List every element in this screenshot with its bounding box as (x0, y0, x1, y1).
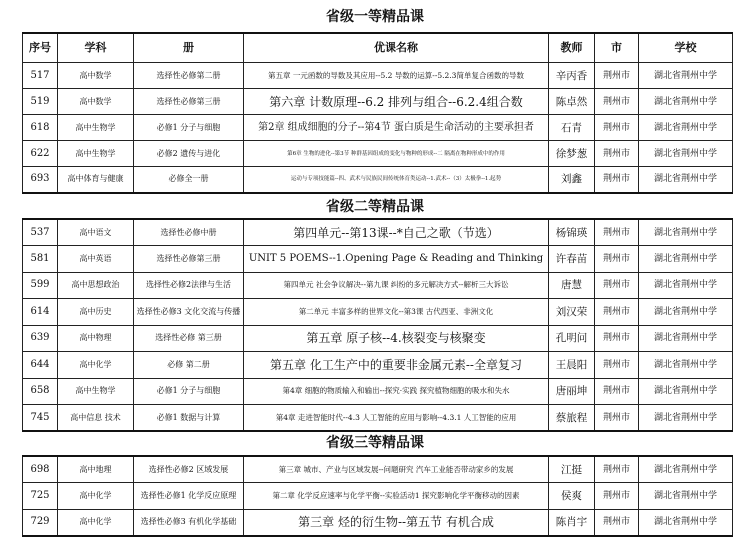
section-title: 省级一等精品课 (326, 9, 424, 25)
table-row (23, 141, 733, 167)
row-teacher: 江挺 (549, 456, 595, 483)
row-course-name: 第4章 走进智能时代--4.3 人工智能的应用与影响--4.3.1 人工智能的应用 (244, 405, 549, 432)
row-city: 荆州市 (595, 483, 639, 510)
row-course-name: 第2章 组成细胞的分子--第4节 蛋白质是生命活动的主要承担者 (244, 115, 549, 141)
row-course-name: 第四单元 社会争议解决--第九课 纠纷的多元解决方式--解析三大诉讼 (244, 272, 549, 299)
row-teacher: 许春苗 (549, 246, 595, 273)
row-course-name: 第6章 生物的进化--第3节 种群基因组成的变化与物种的形成--二 隔离在物种形成中的作用 (244, 141, 549, 167)
row-course-name: 第三章 城市、产业与区域发展--问题研究 汽车工业能否带动家乡的发展 (244, 456, 549, 483)
row-id: 729 (23, 509, 58, 536)
table-row (23, 405, 733, 432)
table-row (23, 167, 733, 193)
row-subject: 高中数学 (58, 63, 134, 89)
table-row (23, 246, 733, 273)
table-row (23, 299, 733, 326)
row-school: 湖北省荆州中学 (639, 405, 733, 432)
row-subject: 高中生物学 (58, 115, 134, 141)
table-row (23, 483, 733, 510)
row-teacher: 陈肖宇 (549, 509, 595, 536)
row-course-name: 第二章 化学反应速率与化学平衡--实验活动1 探究影响化学平衡移动的因素 (244, 483, 549, 510)
row-city: 荆州市 (595, 115, 639, 141)
section-table (22, 218, 733, 432)
table-row (23, 456, 733, 483)
row-teacher: 唐慧 (549, 272, 595, 299)
row-city: 荆州市 (595, 299, 639, 326)
row-book: 选择性必修3 有机化学基础 (134, 509, 244, 536)
row-course-name: 第五章 化工生产中的重要非金属元素--全章复习 (244, 352, 549, 379)
row-id: 644 (23, 352, 58, 379)
row-teacher: 徐梦葱 (549, 141, 595, 167)
row-id: 581 (23, 246, 58, 273)
row-teacher: 杨锦瑛 (549, 219, 595, 246)
row-id: 745 (23, 405, 58, 432)
row-teacher: 陈卓然 (549, 89, 595, 115)
row-city: 荆州市 (595, 246, 639, 273)
row-teacher: 孔明问 (549, 325, 595, 352)
row-city: 荆州市 (595, 405, 639, 432)
table-row (23, 352, 733, 379)
row-id: 614 (23, 299, 58, 326)
row-course-name: 第五章 一元函数的导数及其应用--5.2 导数的运算--5.2.3简单复合函数的导数 (244, 63, 549, 89)
table-row (23, 63, 733, 89)
row-subject: 高中英语 (58, 246, 134, 273)
row-teacher: 侯爽 (549, 483, 595, 510)
row-book: 选择性必修 第三册 (134, 325, 244, 352)
row-book: 选择性必修中册 (134, 219, 244, 246)
row-subject: 高中物理 (58, 325, 134, 352)
row-id: 693 (23, 167, 58, 193)
table-row (23, 115, 733, 141)
row-id: 639 (23, 325, 58, 352)
row-school: 湖北省荆州中学 (639, 167, 733, 193)
row-course-name: 运动与专项技能篇--四、武术与民族民间传统体育类运动--1.武术--（3）太极拳--1.起势 (244, 167, 549, 193)
row-city: 荆州市 (595, 167, 639, 193)
row-city: 荆州市 (595, 272, 639, 299)
row-school: 湖北省荆州中学 (639, 272, 733, 299)
row-book: 选择性必修1 化学反应原理 (134, 483, 244, 510)
row-id: 537 (23, 219, 58, 246)
row-subject: 高中语文 (58, 219, 134, 246)
row-school: 湖北省荆州中学 (639, 246, 733, 273)
row-school: 湖北省荆州中学 (639, 483, 733, 510)
row-school: 湖北省荆州中学 (639, 299, 733, 326)
row-book: 必修全一册 (134, 167, 244, 193)
row-school: 湖北省荆州中学 (639, 89, 733, 115)
row-subject: 高中地理 (58, 456, 134, 483)
row-book: 选择性必修3 文化交流与传播 (134, 299, 244, 326)
row-id: 698 (23, 456, 58, 483)
row-course-name: 第二单元 丰富多样的世界文化--第3课 古代西亚、非洲文化 (244, 299, 549, 326)
row-id: 622 (23, 141, 58, 167)
section-table (22, 32, 733, 194)
row-book: 选择性必修第三册 (134, 89, 244, 115)
row-school: 湖北省荆州中学 (639, 325, 733, 352)
row-school: 湖北省荆州中学 (639, 115, 733, 141)
row-teacher: 刘鑫 (549, 167, 595, 193)
header-id: 序号 (23, 33, 58, 63)
row-teacher: 刘汉荣 (549, 299, 595, 326)
row-course-name: 第4章 细胞的物质输入和输出--探究·实践 探究植物细胞的吸水和失水 (244, 378, 549, 405)
table-row (23, 509, 733, 536)
header-city: 市 (595, 33, 639, 63)
row-city: 荆州市 (595, 456, 639, 483)
table-row (23, 378, 733, 405)
row-subject: 高中化学 (58, 352, 134, 379)
row-course-name: 第三章 烃的衍生物--第五节 有机合成 (244, 509, 549, 536)
header-teacher: 教师 (549, 33, 595, 63)
row-course-name: UNIT 5 POEMS--1.Opening Page & Reading and Thinking (244, 246, 549, 273)
row-city: 荆州市 (595, 325, 639, 352)
row-city: 荆州市 (595, 378, 639, 405)
row-city: 荆州市 (595, 63, 639, 89)
header-subject: 学科 (58, 33, 134, 63)
row-city: 荆州市 (595, 509, 639, 536)
row-teacher: 唐丽坤 (549, 378, 595, 405)
table-row (23, 89, 733, 115)
row-book: 选择性必修第二册 (134, 63, 244, 89)
row-id: 519 (23, 89, 58, 115)
section-table (22, 455, 733, 537)
row-book: 必修1 分子与细胞 (134, 115, 244, 141)
header-course-name: 优课名称 (244, 33, 549, 63)
table-header-row (23, 33, 733, 63)
row-book: 选择性必修2 区域发展 (134, 456, 244, 483)
row-subject: 高中数学 (58, 89, 134, 115)
row-city: 荆州市 (595, 352, 639, 379)
row-teacher: 王晨阳 (549, 352, 595, 379)
row-school: 湖北省荆州中学 (639, 219, 733, 246)
section-title: 省级二等精品课 (326, 199, 424, 215)
row-school: 湖北省荆州中学 (639, 352, 733, 379)
row-teacher: 蔡旅程 (549, 405, 595, 432)
row-course-name: 第五章 原子核--4.核裂变与核聚变 (244, 325, 549, 352)
row-subject: 高中体育与健康 (58, 167, 134, 193)
row-subject: 高中生物学 (58, 378, 134, 405)
row-subject: 高中生物学 (58, 141, 134, 167)
row-id: 517 (23, 63, 58, 89)
row-city: 荆州市 (595, 89, 639, 115)
table-row (23, 272, 733, 299)
row-subject: 高中信息 技术 (58, 405, 134, 432)
row-id: 599 (23, 272, 58, 299)
table-row (23, 325, 733, 352)
row-id: 658 (23, 378, 58, 405)
row-book: 选择性必修2法律与生活 (134, 272, 244, 299)
row-school: 湖北省荆州中学 (639, 141, 733, 167)
row-id: 725 (23, 483, 58, 510)
row-subject: 高中化学 (58, 483, 134, 510)
row-book: 必修1 分子与细胞 (134, 378, 244, 405)
row-book: 选择性必修第三册 (134, 246, 244, 273)
row-subject: 高中化学 (58, 509, 134, 536)
row-subject: 高中历史 (58, 299, 134, 326)
header-book: 册 (134, 33, 244, 63)
row-teacher: 石青 (549, 115, 595, 141)
section-title: 省级三等精品课 (326, 435, 424, 451)
table-row (23, 219, 733, 246)
row-school: 湖北省荆州中学 (639, 456, 733, 483)
row-school: 湖北省荆州中学 (639, 378, 733, 405)
row-city: 荆州市 (595, 141, 639, 167)
row-id: 618 (23, 115, 58, 141)
row-city: 荆州市 (595, 219, 639, 246)
row-book: 必修 第二册 (134, 352, 244, 379)
row-book: 必修2 遗传与进化 (134, 141, 244, 167)
row-school: 湖北省荆州中学 (639, 63, 733, 89)
row-course-name: 第六章 计数原理--6.2 排列与组合--6.2.4组合数 (244, 89, 549, 115)
row-school: 湖北省荆州中学 (639, 509, 733, 536)
header-school: 学校 (639, 33, 733, 63)
row-book: 必修1 数据与计算 (134, 405, 244, 432)
row-teacher: 辛丙香 (549, 63, 595, 89)
row-course-name: 第四单元--第13课--*自己之歌（节选） (244, 219, 549, 246)
row-subject: 高中思想政治 (58, 272, 134, 299)
